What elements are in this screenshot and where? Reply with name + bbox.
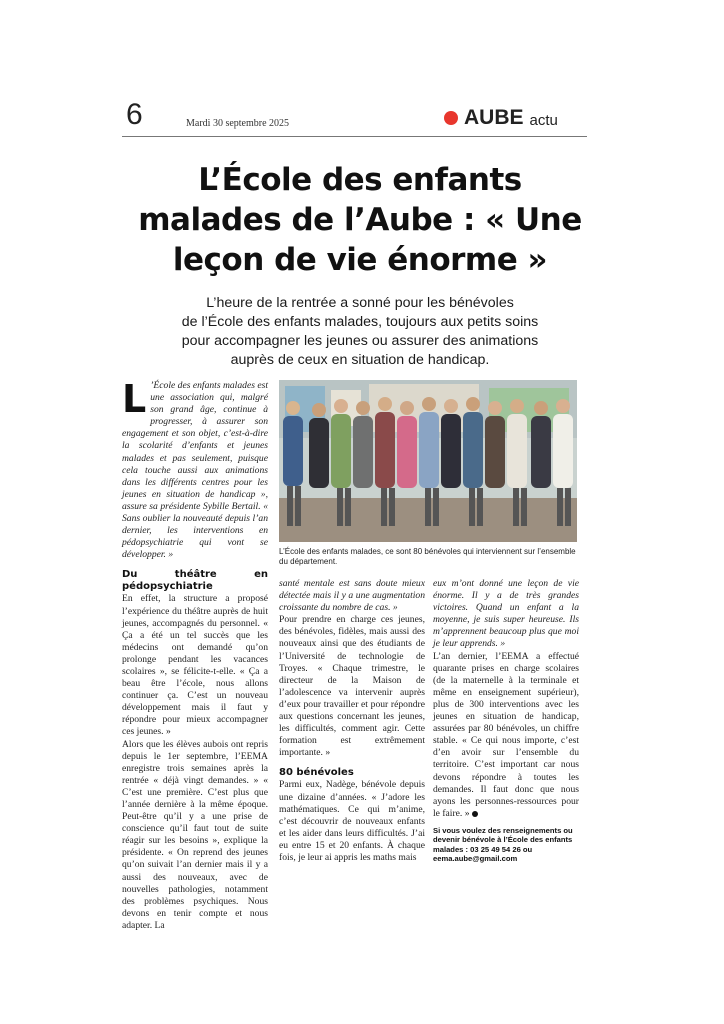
body-paragraph: Parmi eux, Nadège, bénévole depuis une dizaine d’années. « J’adore les mathématiques. Ce qui m’anime, c’est découvrir de nouveaux enfants et les aider dans leurs difficultés. J’ai eu entre 15 et 20 enfants. À chaque fois, je leur ai appris les maths mais xyxy=(279,779,425,863)
brand-sub: actu xyxy=(529,111,558,129)
section-brand xyxy=(444,106,558,130)
body-paragraph: eux m’ont donné une leçon de vie énorme. Il y a de très grandes victoires. Quand un enfant a la moyenne, je suis super heureuse. Ils m’apprennent beaucoup plus que moi je leur apprends. » xyxy=(433,578,579,650)
contact-info: Si vous voulez des renseignements ou devenir bénévole à l’École des enfants malades : 03 25 49 54 26 ou eema.aube@gmail.com xyxy=(433,825,573,864)
photo-caption: L’École des enfants malades, ce sont 80 bénévoles qui interviennent sur l’ensemble du département. xyxy=(279,547,576,566)
header-rule xyxy=(122,136,587,137)
article-headline xyxy=(120,160,600,280)
body-paragraph: En effet, la structure a proposé l’expérience du théâtre auprès de huit jeunes, accompagnés du personnel. « Ça a été un tel succès que les médecins ont demandé qu’on prolonge pendant les vacances scolaires », se félicite-t-elle. « Ça a beau être l’école, nous allons continuer ça. C’est un nouveau développement mais il faut y répondre pour mieux accompagner ces jeunes. » xyxy=(122,593,268,738)
drop-cap: L xyxy=(122,377,147,421)
subheading-theatre: Du théâtre en pédopsychiatrie xyxy=(122,569,268,593)
publication-date: Mardi 30 septembre 2025 xyxy=(186,118,290,129)
headline-line: L’École des enfants xyxy=(198,162,522,198)
body-paragraph xyxy=(433,651,579,820)
end-mark-icon xyxy=(472,811,478,817)
intro-text: ’École des enfants malades est une association qui, malgré son grand âge, continue à progresser, à assurer son engagement et son objet, c’est-à-dire la scolarité d’enfants et jeunes malades et pas seulement, puisque cela touche aussi aux animations dans les différents centres pour les jeunes en situation de handicap », assure sa présidente Sybille Bertail. « Sans oublier la nouveauté depuis l’an dernier, les interventions en pédopsychiatrie qui vont se développer. » xyxy=(122,380,268,561)
volunteers-photo-illustration xyxy=(279,380,577,542)
headline-line: malades de l’Aube : « Une xyxy=(138,202,582,238)
subheading-volunteers: 80 bénévoles xyxy=(279,767,354,779)
page-number: 6 xyxy=(126,98,143,131)
standfirst-line: de l’École des enfants malades, toujours aux petits soins xyxy=(181,314,539,330)
article-standfirst xyxy=(140,294,580,370)
intro-paragraph xyxy=(122,377,268,561)
body-paragraph: Pour prendre en charge ces jeunes, des bénévoles, fidèles, mais aussi des nouveaux ainsi que des étudiants de l’Université de technologie de Troyes. « Chaque trimestre, le directeur de la Maison de l’adolescence va intervenir auprès d’eux pour travailler et pour répondre aux questions concernant les jeunes, les difficultés, comment agir. Cette formation est extrêmement importante. » xyxy=(279,614,425,759)
group-photo xyxy=(279,380,577,542)
headline-line: leçon de vie énorme » xyxy=(172,242,548,278)
brand-main: AUBE xyxy=(464,106,524,129)
body-paragraph: santé mentale est sans doute mieux détectée mais il y a une augmentation croissante du nombre de cas. » xyxy=(279,578,425,614)
red-dot-icon xyxy=(444,111,458,125)
standfirst-line: auprès de ceux en situation de handicap. xyxy=(230,352,490,368)
standfirst-line: L’heure de la rentrée a sonné pour les bénévoles xyxy=(206,295,514,311)
article-column-3 xyxy=(433,578,579,864)
standfirst-line: pour accompagner les jeunes ou assurer des animations xyxy=(181,333,539,349)
body-paragraph: Alors que les élèves aubois ont repris depuis le 1er septembre, l’EEMA enregistre trois semaines après la rentrée « déjà vingt demandes. » « C’est une première. C’est plus que l’année dernière à la même époque. Peut-être qu’il y a une prise de conscience qu’il faut tout de suite réagir sur les besoins », explique la présidente. « On reprend des jeunes qu’on suivait l’an dernier mais il y a aussi des nouveaux, avec de nouvelles pathologies, notamment des problèmes psychiques. Nous devons en tenir compte et nous adapter. La xyxy=(122,738,268,931)
article-column-2 xyxy=(279,578,425,864)
body-text: L’an dernier, l’EEMA a effectué quarante prises en charge scolaires (de la maternelle à la terminale et même en enseignement supérieur), plus de 300 interventions avec les jeunes en situation de handicap, assurées par 80 bénévoles, un chiffre stable. « Ce qui nous importe, c’est d’en avoir sur l’ensemble du territoire. C’est important car nous devons répondre à toutes les demandes. Il faut donc que nous ayons les personnes-ressources pour le faire. » xyxy=(433,650,579,819)
article-column-1 xyxy=(122,377,268,932)
